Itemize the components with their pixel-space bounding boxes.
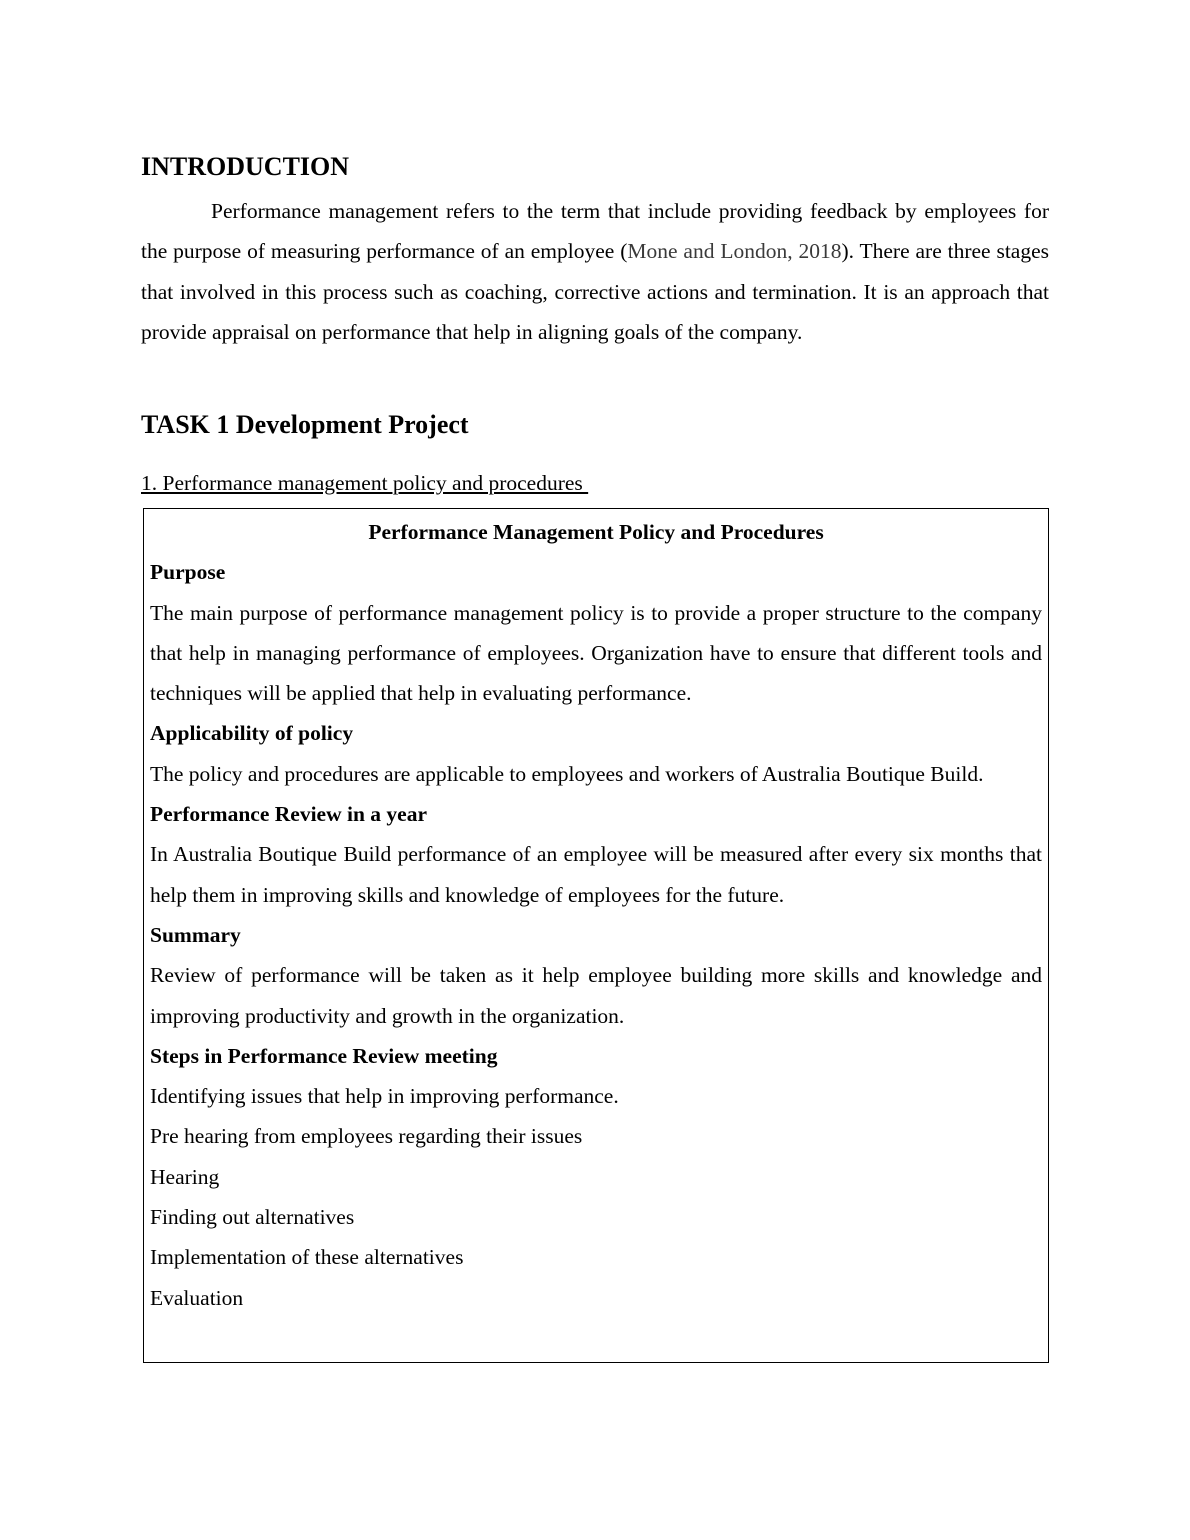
review-heading: Performance Review in a year xyxy=(150,802,428,827)
purpose-heading: Purpose xyxy=(150,560,226,585)
step-item: Hearing xyxy=(150,1164,220,1189)
step-item: Implementation of these alternatives xyxy=(150,1245,464,1270)
step-item: Pre hearing from employees regarding their issues xyxy=(150,1124,583,1149)
task-heading: TASK 1 Development Project xyxy=(141,410,469,439)
purpose-text: The main purpose of performance management policy is to provide a proper structure to the company that help in managing performance of employees. Organization have to ensure that different tools and techniques will be applied that help in evaluating performance. xyxy=(150,600,1042,706)
introduction-text-end: ). There are three stages that involved in this process such as coaching, corrective actions and termination. It is an approach that provide appraisal on performance that help in aligning goals of the company. xyxy=(141,239,1049,344)
introduction-heading: INTRODUCTION xyxy=(141,152,350,181)
policy-box xyxy=(143,508,1049,1363)
citation: Mone and London, 2018 xyxy=(627,239,842,264)
steps-heading: Steps in Performance Review meeting xyxy=(150,1043,498,1068)
introduction-paragraph xyxy=(141,191,1049,352)
policy-title: Performance Management Policy and Procedures xyxy=(368,520,824,544)
policy-subheading: 1. Performance management policy and procedures xyxy=(141,471,589,495)
review-text: In Australia Boutique Build performance of an employee will be measured after every six months that help them in improving skills and knowledge of employees for the future. xyxy=(150,842,1042,907)
introduction-text-start: Performance management refers to the term that include providing feedback by employees for the purpose of measuring performance of an employee ( xyxy=(141,199,1049,264)
summary-text: Review of performance will be taken as it help employee building more skills and knowledge and improving productivity and growth in the organization. xyxy=(150,963,1042,1028)
applicability-heading: Applicability of policy xyxy=(150,721,354,746)
summary-heading: Summary xyxy=(150,922,241,947)
applicability-text: The policy and procedures are applicable to employees and workers of Australia Boutique Build. xyxy=(150,761,984,786)
step-item: Finding out alternatives xyxy=(150,1205,355,1230)
step-item: Evaluation xyxy=(150,1285,244,1310)
step-item: Identifying issues that help in improving performance. xyxy=(150,1084,619,1109)
